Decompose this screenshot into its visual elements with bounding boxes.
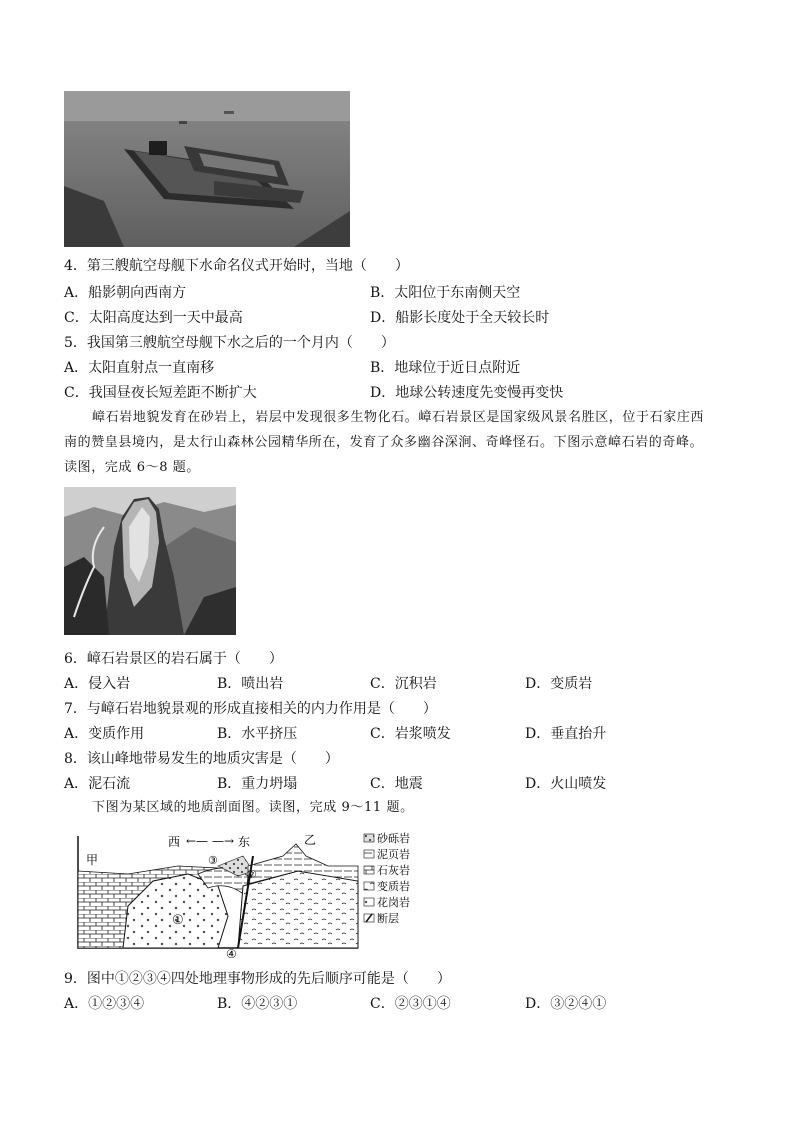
q7-option-d[interactable]: D．垂直抬升 <box>525 726 607 742</box>
svg-text:←—: ←— <box>186 834 209 848</box>
q8-option-c[interactable]: C．地震 <box>370 776 423 792</box>
question-7-stem: 7．与嶂石岩地貌景观的形成直接相关的内力作用是（ ） <box>64 701 437 717</box>
q5-option-c[interactable]: C．我国昼夜长短差距不断扩大 <box>64 385 257 401</box>
label-yi: 乙 <box>304 833 317 847</box>
legend-4: 变质岩 <box>377 880 410 893</box>
q9-option-b[interactable]: B．④②③① <box>217 996 298 1012</box>
q6-option-c[interactable]: C．沉积岩 <box>370 676 437 692</box>
mark-2: ② <box>247 868 257 881</box>
q9-option-a[interactable]: A．①②③④ <box>64 996 145 1012</box>
mark-4: ④ <box>226 947 237 958</box>
legend-6: 断层 <box>377 912 399 925</box>
legend-3: 石灰岩 <box>377 864 410 877</box>
direction-west: 西 <box>168 835 181 849</box>
q4-option-c[interactable]: C．太阳高度达到一天中最高 <box>64 310 243 326</box>
legend <box>364 831 410 925</box>
q7-option-b[interactable]: B．水平挤压 <box>217 726 298 742</box>
passage-1-line-2: 南的赞皇县境内，是太行山森林公园精华所在，发育了众多幽谷深涧、奇峰怪石。下图示意嶂石岩的奇峰。 <box>64 435 704 450</box>
q8-option-b[interactable]: B．重力坍塌 <box>217 776 298 792</box>
rock-peak-photo <box>64 487 236 635</box>
q5-option-d[interactable]: D．地球公转速度先变慢再变快 <box>370 385 564 401</box>
q9-option-d[interactable]: D．③②④① <box>525 996 607 1012</box>
q6-option-b[interactable]: B．喷出岩 <box>217 676 284 692</box>
q7-option-c[interactable]: C．岩浆喷发 <box>370 726 451 742</box>
q4-option-d[interactable]: D．船影长度处于全天较长时 <box>370 310 550 326</box>
mark-3: ③ <box>208 854 218 867</box>
legend-2: 泥页岩 <box>377 848 410 861</box>
q5-option-b[interactable]: B．地球位于近日点附近 <box>370 360 521 376</box>
passage-1-line-3: 读图，完成 6～8 题。 <box>64 460 201 475</box>
label-jia: 甲 <box>86 853 99 867</box>
svg-text:—→: —→ <box>212 834 235 848</box>
q8-option-a[interactable]: A．泥石流 <box>64 776 131 792</box>
question-4-stem: 4．第三艘航空母舰下水命名仪式开始时，当地（ ） <box>64 258 409 274</box>
q5-option-a[interactable]: A．太阳直射点一直南移 <box>64 360 215 376</box>
direction-east: 东 <box>238 835 251 849</box>
question-5-stem: 5．我国第三艘航空母舰下水之后的一个月内（ ） <box>64 335 395 351</box>
passage-1-line-1: 嶂石岩地貌发育在砂岩上，岩层中发现很多生物化石。嶂石岩景区是国家级风景名胜区，位于石家庄西 <box>92 410 705 425</box>
q4-option-a[interactable]: A．船影朝向西南方 <box>64 285 187 301</box>
question-6-stem: 6．嶂石岩景区的岩石属于（ ） <box>64 651 283 667</box>
legend-5: 花岗岩 <box>377 896 410 909</box>
question-8-stem: 8．该山峰地带易发生的地质灾害是（ ） <box>64 751 339 767</box>
q6-option-a[interactable]: A．侵入岩 <box>64 676 131 692</box>
q9-option-c[interactable]: C．②③①④ <box>370 996 451 1012</box>
passage-2: 下图为某区域的地质剖面图。读图，完成 9～11 题。 <box>92 800 414 815</box>
q8-option-d[interactable]: D．火山喷发 <box>525 776 607 792</box>
q6-option-d[interactable]: D．变质岩 <box>525 676 593 692</box>
question-9-stem: 9．图中①②③④四处地理事物形成的先后顺序可能是（ ） <box>64 971 451 987</box>
geologic-cross-section <box>68 826 428 958</box>
mark-1: ① <box>172 913 184 928</box>
legend-1: 砂砾岩 <box>377 832 410 845</box>
q7-option-a[interactable]: A．变质作用 <box>64 726 145 742</box>
q4-option-b[interactable]: B．太阳位于东南侧天空 <box>370 285 521 301</box>
aircraft-carrier-photo <box>64 91 350 247</box>
